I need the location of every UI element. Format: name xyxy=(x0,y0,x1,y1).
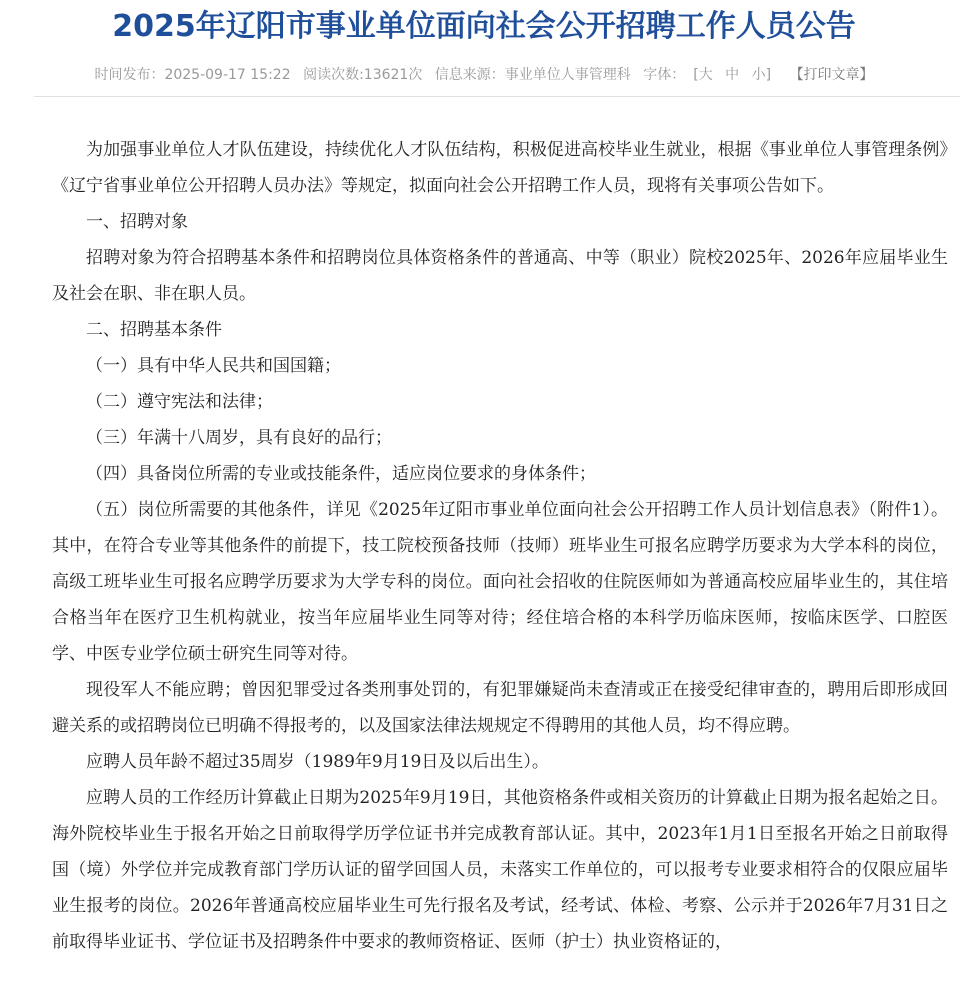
condition-item-3: （三）年满十八周岁，具有良好的品行； xyxy=(86,428,392,448)
publish-time: 时间发布：2025-09-17 15:22 xyxy=(94,67,291,83)
font-size-large-link[interactable]: [大 xyxy=(693,67,713,83)
font-size-label: 字体： xyxy=(643,67,686,83)
section-heading-basic-conditions: 二、招聘基本条件 xyxy=(86,320,222,340)
article-meta xyxy=(0,64,968,86)
paragraph-exclusions: 现役军人不能应聘；曾因犯罪受过各类刑事处罚的，有犯罪嫌疑尚未查清或正在接受纪律审查的，聘用后即形成回避关系的或招聘岗位已明确不得报考的，以及国家法律法规规定不得聘用的其他人员，均不得应聘。 xyxy=(52,680,948,736)
condition-item-4: （四）具备岗位所需的专业或技能条件，适应岗位要求的身体条件； xyxy=(86,464,596,484)
condition-item-2: （二）遵守宪法和法律； xyxy=(86,392,273,412)
divider xyxy=(34,96,960,97)
font-size-small-link[interactable]: 小] xyxy=(751,67,772,83)
section-heading-recruitment-target: 一、招聘对象 xyxy=(86,212,188,232)
paragraph-cutoff-dates: 应聘人员的工作经历计算截止日期为2025年9月19日，其他资格条件或相关资历的计算截止日期为报名起始之日。海外院校毕业生于报名开始之日前取得学历学位证书并完成教育部认证。其中，2023年1月1日至报名开始之日前取得国（境）外学位并完成教育部门学历认证的留学回国人员，未落实工作单位的，可以报考专业要求相符合的仅限应届毕业生报考的岗位。2026年普通高校应届毕业生可先行报名及考试，经考试、体检、考察、公示并于2026年7月31日之前取得毕业证书、学位证书及招聘条件中要求的教师资格证、医师（护士）执业资格证的， xyxy=(52,788,948,952)
paragraph-intro: 为加强事业单位人才队伍建设，持续优化人才队伍结构，积极促进高校毕业生就业，根据《事业单位人事管理条例》《辽宁省事业单位公开招聘人员办法》等规定，拟面向社会公开招聘工作人员，现将有关事项公告如下。 xyxy=(52,140,948,196)
paragraph-age-limit: 应聘人员年龄不超过35周岁（1989年9月19日及以后出生）。 xyxy=(86,752,549,772)
read-count: 阅读次数:13621次 xyxy=(303,67,423,83)
paragraph-recruitment-target: 招聘对象为符合招聘基本条件和招聘岗位具体资格条件的普通高、中等（职业）院校2025年、2026年应届毕业生及社会在职、非在职人员。 xyxy=(52,248,948,304)
print-article-link[interactable]: 【打印文章】 xyxy=(789,67,874,83)
page-title: 2025年辽阳市事业单位面向社会公开招聘工作人员公告 xyxy=(112,9,856,44)
condition-item-5: （五）岗位所需要的其他条件，详见《2025年辽阳市事业单位面向社会公开招聘工作人员计划信息表》（附件1）。其中，在符合专业等其他条件的前提下，技工院校预备技师（技师）班毕业生可报名应聘学历要求为大学本科的岗位，高级工班毕业生可报名应聘学历要求为大学专科的岗位。面向社会招收的住院医师如为普通高校应届毕业生的，其住培合格当年在医疗卫生机构就业，按当年应届毕业生同等对待；经住培合格的本科学历临床医师，按临床医学、口腔医学、中医专业学位硕士研究生同等对待。 xyxy=(52,500,948,664)
info-source: 信息来源：事业单位人事管理科 xyxy=(434,67,631,83)
condition-item-1: （一）具有中华人民共和国国籍； xyxy=(86,356,341,376)
article-body xyxy=(52,132,948,960)
font-size-medium-link[interactable]: 中 xyxy=(725,67,740,83)
